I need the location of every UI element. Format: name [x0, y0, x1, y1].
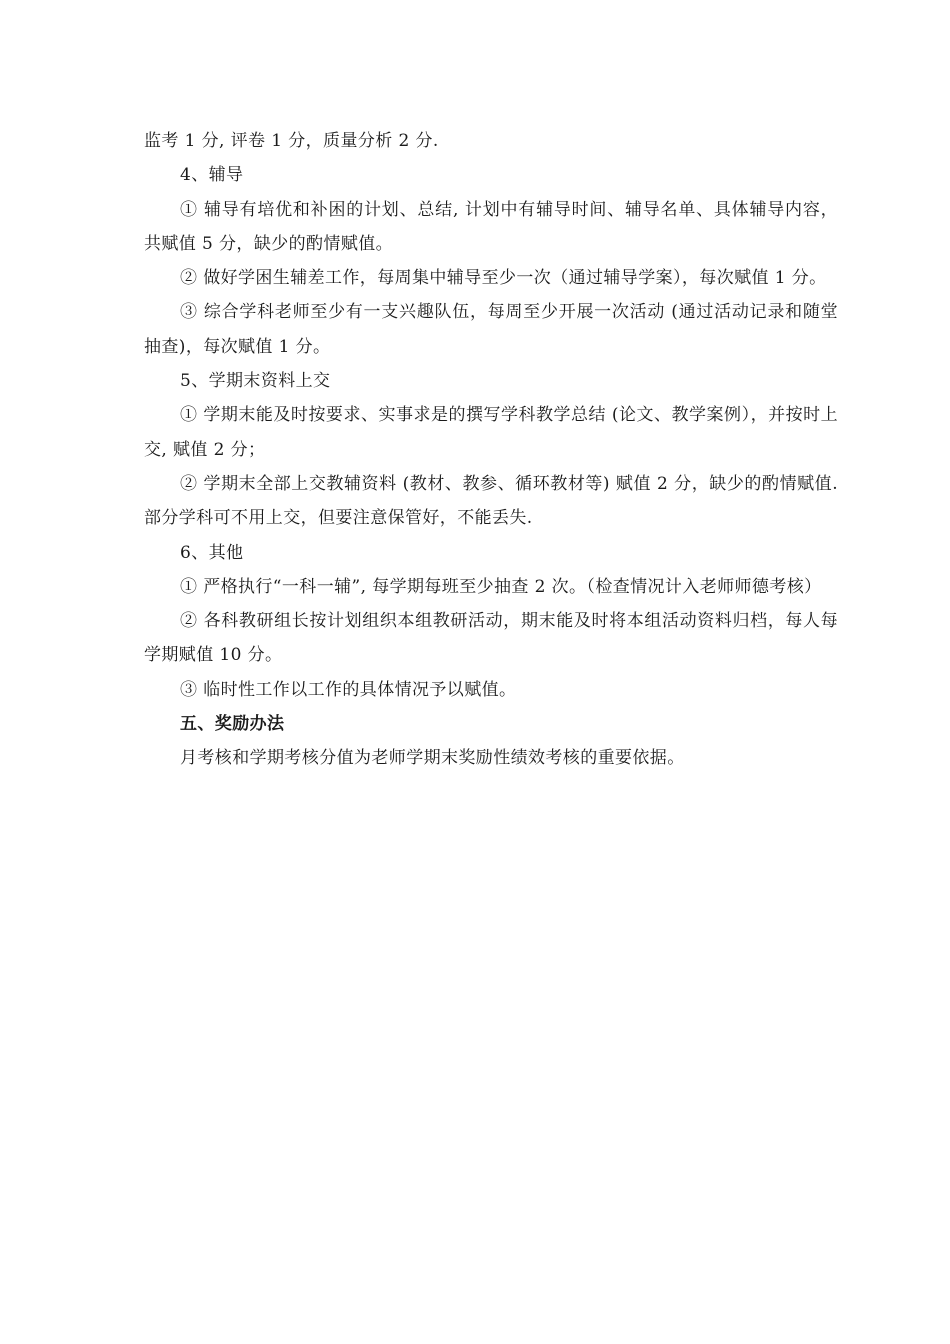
paragraph-tutoring-plan: ① 辅导有培优和补困的计划、总结, 计划中有辅导时间、辅导名单、具体辅导内容，共赋值 5 分，缺少的酌情赋值。 — [144, 199, 838, 254]
paragraph-interest-group: ③ 综合学科老师至少有一支兴趣队伍，每周至少开展一次活动 (通过活动记录和随堂抽查)，每次赋值 1 分。 — [144, 302, 838, 357]
paragraph-other-inspection: ① 严格执行“一科一辅”, 每学期每班至少抽查 2 次。（检查情况计入老师师德考核） — [180, 576, 822, 597]
section-heading-other: 6、其他 — [180, 542, 244, 563]
section-heading-submission: 5、学期末资料上交 — [180, 371, 331, 392]
paragraph-other-research: ② 各科教研组长按计划组织本组教研活动，期末能及时将本组活动资料归档，每人每学期赋值 10 分。 — [144, 611, 838, 666]
paragraph-other-temporary: ③ 临时性工作以工作的具体情况予以赋值。 — [180, 679, 517, 700]
paragraph-tutoring-weekly: ② 做好学困生辅差工作，每周集中辅导至少一次（通过辅导学案），每次赋值 1 分。 — [180, 268, 827, 289]
paragraph-submission-materials: ② 学期末全部上交教辅资料 (教材、教参、循环教材等) 赋值 2 分，缺少的酌情赋值. 部分学科可不用上交，但要注意保管好，不能丢失. — [144, 473, 838, 529]
paragraph-submission-summary: ① 学期末能及时按要求、实事求是的撰写学科教学总结 (论文、教学案例），并按时上交, 赋值 2 分； — [144, 405, 838, 460]
paragraph-rewards: 月考核和学期考核分值为老师学期末奖励性绩效考核的重要依据。 — [180, 748, 685, 769]
section-heading-rewards: 五、奖励办法 — [180, 714, 285, 735]
section-heading-tutoring: 4、辅导 — [180, 165, 244, 186]
paragraph-exam-scoring: 监考 1 分, 评卷 1 分，质量分析 2 分. — [144, 131, 439, 151]
document-body — [144, 124, 838, 776]
